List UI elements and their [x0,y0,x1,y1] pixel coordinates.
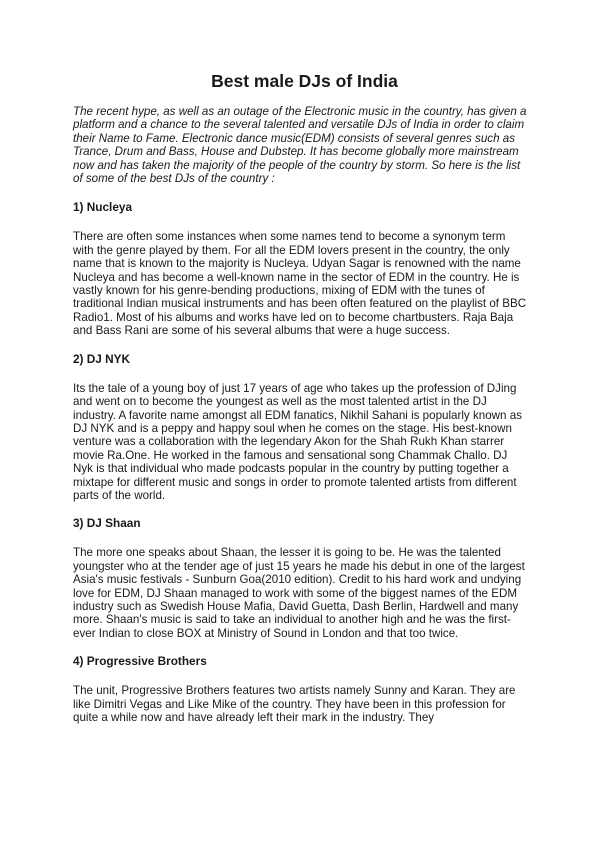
section-nucleya [73,200,528,337]
section-heading: 3) DJ Shaan [73,516,141,531]
document-page [73,70,528,738]
section-body: There are often some instances when some names tend to become a synonym term with the genre played by them. For all the EDM lovers present in the country, the only name that is known to the majority is Nucleya. Udyan Sagar is renowned with the name Nucleya and has become a well-known name in the sector of EDM in the country. He is vastly known for his genre-bending productions, mixing of EDM with the tunes of traditional Indian musical instruments and has been often featured on the playlist of BBC Radio1. Most of his albums and works have led on to become chartbusters. Raja Baja and Bass Rani are some of his several albums that were a huge success. [73,230,527,338]
document-title: Best male DJs of India [211,71,398,91]
section-heading: 4) Progressive Brothers [73,654,207,669]
section-heading: 2) DJ NYK [73,351,131,366]
section-body: The more one speaks about Shaan, the lesser it is going to be. He was the talented youngster who at the tender age of just 15 years he made his debut in one of the largest Asia's music festivals - Sunburn Goa(2010 edition). Credit to his hard work and undying love for EDM, DJ Shaan managed to work with some of the biggest names of the EDM industry such as Swedish House Mafia, David Guetta, Dash Berlin, Hardwell and many more. Shaan's music is said to take an individual to another high and he was the first-ever Indian to close BOX at Ministry of Sound in London and that too twice. [73,546,525,640]
section-body: The unit, Progressive Brothers features two artists namely Sunny and Karan. They are like Dimitri Vegas and Like Mike of the country. They have been in this profession for quite a while now and have already left their mark in the industry. They [73,684,516,724]
section-heading: 1) Nucleya [73,200,133,215]
section-progressive-brothers [73,654,528,724]
intro-paragraph: The recent hype, as well as an outage of the Electronic music in the country, has given a platform and a chance to the several talented and versatile DJs of India in order to claim their Name to Fame. Electronic dance music(EDM) consists of several genres such as Trance, Drum and Bass, House and Dubstep. It has become globally more mainstream now and has taken the majority of the people of the country by storm. So here is the list of some of the best DJs of the country : [73,105,527,186]
section-dj-nyk [73,352,528,503]
section-dj-shaan [73,516,528,640]
section-body: Its the tale of a young boy of just 17 years of age who takes up the profession of DJing and went on to become the youngest as well as the most talented artist in the DJ industry. A favorite name amongst all EDM fanatics, Nikhil Sahani is popularly known as DJ NYK and is a peppy and happy soul when he comes on the stage. His best-known venture was a collaboration with the legendary Akon for the Shah Rukh Khan starrer movie Ra.One. He worked in the famous and sensational song Chammak Challo. DJ Nyk is that individual who made podcasts popular in the country by putting together a mixtape for different music and songs in order to promote talented artists from different parts of the world. [73,381,522,502]
